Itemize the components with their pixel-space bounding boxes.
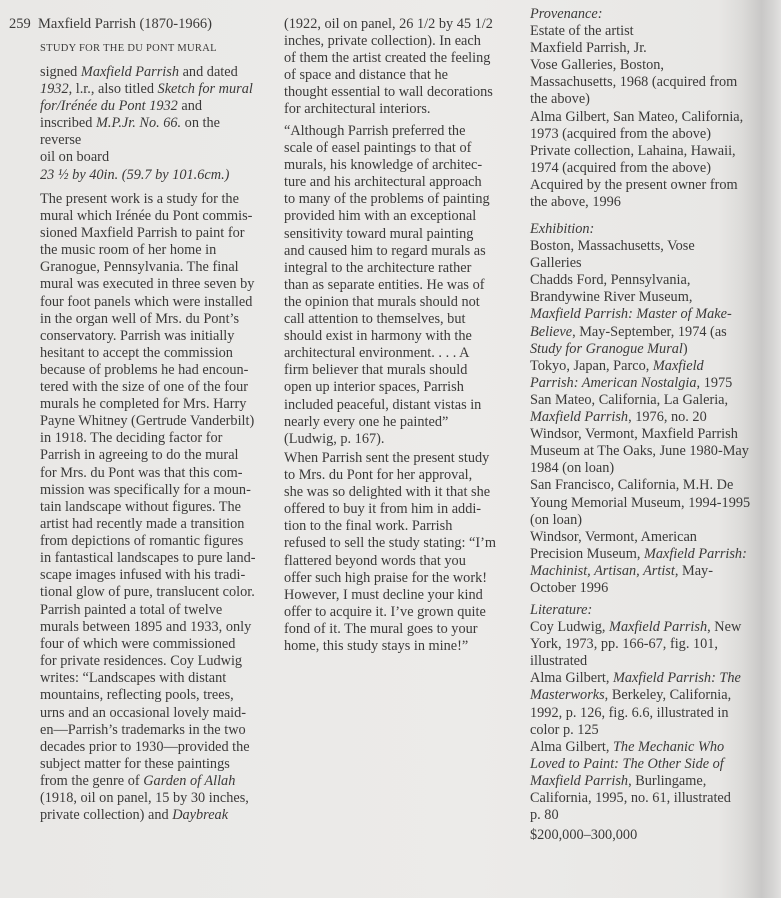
- text-line: [530, 563, 750, 580]
- text-line: [40, 98, 253, 115]
- text: home, this study stays in mine!”: [284, 638, 469, 655]
- text: the music room of her home in: [40, 242, 217, 259]
- text: Parrish painted a total of twelve: [40, 602, 223, 618]
- text: Tokyo, Japan, Parco,: [530, 357, 653, 374]
- text-line: [284, 67, 493, 84]
- italic-text: Maxfield Parrish:: [643, 545, 747, 562]
- text-line: [530, 705, 741, 722]
- text-line: [530, 272, 750, 289]
- italic-text: Parrish: American Nostalgia: [530, 374, 697, 391]
- text-line: [284, 294, 490, 311]
- italic-text: Study for Granogue Mural: [530, 340, 683, 357]
- text: conservatory. Parrish was initially: [40, 327, 235, 344]
- text: murals he completed for Mrs. Harry: [40, 396, 247, 413]
- text: When Parrish sent the present study: [284, 450, 490, 466]
- text: , May-September, 1974 (as: [572, 323, 727, 340]
- text: of them the artist created the feeling: [284, 50, 491, 67]
- text-line: [40, 115, 253, 132]
- text-line: [284, 101, 493, 118]
- text: firm believer that murals should: [284, 362, 468, 379]
- text: Maxfield Parrish, Jr.: [530, 40, 647, 57]
- text: and caused him to regard murals as: [284, 242, 486, 259]
- text: California, 1995, no. 61, illustrated: [530, 790, 731, 807]
- text-line: [40, 345, 256, 362]
- italic-text: Maxfield: [652, 357, 704, 374]
- text-line: [530, 722, 741, 739]
- essay-paragraph: [284, 450, 496, 655]
- text: of space and distance that he: [284, 67, 448, 84]
- text-line: [40, 670, 251, 687]
- text-line: [530, 546, 750, 563]
- text: San Francisco, California, M.H. De: [530, 477, 734, 494]
- italic-text: Maxfield Parrish: [530, 409, 629, 426]
- text: offer to acquire it. I’ve grown quite: [284, 603, 486, 620]
- text: scape images infused with his tradi-: [40, 567, 246, 584]
- text: for private residences. Coy Ludwig: [40, 653, 243, 670]
- text: “Although Parrish preferred the: [284, 123, 466, 139]
- text: color p. 125: [530, 721, 599, 738]
- text-line: [530, 392, 750, 409]
- text: to many of the problems of painting: [284, 191, 490, 208]
- italic-text: Maxfield Parrish: The: [612, 670, 741, 687]
- text-line: [40, 705, 251, 722]
- text-line: [40, 294, 256, 311]
- text-line: [530, 602, 741, 619]
- text-line: [530, 23, 743, 40]
- text: However, I must decline your kind: [284, 586, 483, 603]
- text: Granogue, Pennsylvania. The final: [40, 259, 239, 276]
- text-line: [40, 362, 256, 379]
- text-line: [530, 495, 750, 512]
- text: fond of it. The mural goes to your: [284, 620, 478, 637]
- text-line: [530, 790, 741, 807]
- text: Massachusetts, 1968 (acquired from: [530, 74, 738, 91]
- text: tional glow of pure, translucent color.: [40, 584, 255, 601]
- text: Young Memorial Museum, 1994-1995: [530, 494, 751, 511]
- text: tion to the final work. Parrish: [284, 518, 453, 535]
- text: mural which Irénée du Pont commis-: [40, 208, 253, 225]
- text-line: [40, 807, 251, 824]
- text: tain landscape without figures. The: [40, 498, 242, 515]
- text: Acquired by the present owner from: [530, 176, 738, 193]
- text: and: [177, 98, 203, 115]
- text: Private collection, Lahaina, Hawaii,: [530, 142, 736, 159]
- text: Precision Museum,: [530, 545, 644, 562]
- text: 1973 (acquired from the above): [530, 125, 712, 142]
- text-line: [284, 638, 496, 655]
- text: , May-: [674, 562, 713, 579]
- text-line: [40, 756, 251, 773]
- text-line: [284, 450, 496, 467]
- text-line: [40, 64, 253, 81]
- text: , Burlingame,: [628, 772, 707, 789]
- text-line: [284, 553, 496, 570]
- text: four foot panels which were installed: [40, 293, 253, 310]
- text-line: [40, 208, 256, 225]
- text: (on loan): [530, 511, 583, 528]
- text: 1974 (acquired from the above): [530, 159, 712, 176]
- text: offered to buy it from him in addi-: [284, 501, 482, 518]
- text: scale of easel paintings to that of: [284, 140, 472, 157]
- text: than as separate entities. He was of: [284, 276, 485, 293]
- text-line: [530, 126, 743, 143]
- text-line: [530, 358, 750, 375]
- text: murals between 1895 and 1933, only: [40, 619, 252, 636]
- essay-paragraph: [284, 16, 493, 119]
- text-line: [530, 306, 750, 323]
- text-line: [284, 587, 496, 604]
- text: reverse: [40, 132, 82, 149]
- text-line: [284, 328, 490, 345]
- text-line: [40, 790, 251, 807]
- text-line: [530, 57, 743, 74]
- italic-text: Literature:: [530, 602, 593, 618]
- italic-text: Machinist, Artisan, Artist: [530, 562, 675, 579]
- text-line: [40, 567, 256, 584]
- text-line: [40, 396, 256, 413]
- text: artist had recently made a transition: [40, 515, 245, 532]
- text-line: [284, 484, 496, 501]
- text: Chadds Ford, Pennsylvania,: [530, 272, 691, 289]
- italic-text: 23 ½ by 40in. (59.7 by 101.6cm.): [40, 166, 230, 183]
- text: flattered beyond words that you: [284, 552, 466, 569]
- text: murals, his knowledge of architec-: [284, 157, 483, 174]
- text: writes: “Landscapes with distant: [40, 670, 227, 687]
- text-line: [284, 33, 493, 50]
- essay-quote: [284, 123, 490, 448]
- text: The present work is a study for the: [40, 191, 239, 207]
- text-line: [530, 409, 750, 426]
- italic-text: Maxfield Parrish: Master of Make-: [530, 306, 732, 323]
- text: subject matter for these paintings: [40, 755, 230, 772]
- text: October 1996: [530, 579, 609, 596]
- text: (1922, oil on panel, 26 1/2 by 45 1/2: [284, 16, 493, 32]
- text: the above, 1996: [530, 194, 621, 211]
- text-line: [284, 518, 496, 535]
- text: San Mateo, California, La Galeria,: [530, 391, 729, 408]
- text-line: [284, 140, 490, 157]
- text-line: [530, 109, 743, 126]
- text: Alma Gilbert,: [530, 670, 613, 687]
- text-line: [530, 773, 741, 790]
- text: Boston, Massachusetts, Vose: [530, 238, 695, 255]
- italic-text: Maxfield Parrish: [80, 64, 179, 80]
- text: to Mrs. du Pont for her approval,: [284, 467, 473, 484]
- text: the above): [530, 91, 590, 108]
- text-line: [40, 653, 251, 670]
- text-line: [40, 242, 256, 259]
- text-line: [40, 311, 256, 328]
- italic-text: Loved to Paint: The Other Side of: [530, 755, 724, 772]
- text: Brandywine River Museum,: [530, 289, 693, 306]
- text: in the organ well of Mrs. du Pont’s: [40, 310, 240, 327]
- text-line: [40, 259, 256, 276]
- text-line: [530, 194, 743, 211]
- text-line: [40, 722, 251, 739]
- essay-paragraph: [40, 191, 256, 601]
- text: Alma Gilbert, San Mateo, California,: [530, 108, 744, 125]
- text: mural was executed in three seven by: [40, 276, 255, 293]
- text: , New: [707, 619, 742, 636]
- text-line: [530, 177, 743, 194]
- text-line: [284, 501, 496, 518]
- italic-text: for/Irénée du Pont 1932: [40, 98, 178, 115]
- text-line: [530, 74, 743, 91]
- text: from depictions of romantic figures: [40, 532, 244, 549]
- literature-section: [530, 602, 741, 824]
- text-line: [40, 773, 251, 790]
- text-line: [40, 413, 256, 430]
- text: in 1918. The deciding factor for: [40, 430, 223, 447]
- text: signed: [40, 64, 81, 80]
- text: nearly every one he painted”: [284, 413, 449, 430]
- text: , l.r., also titled: [68, 81, 158, 98]
- text-line: [40, 499, 256, 516]
- text: included peaceful, distant vistas in: [284, 396, 482, 413]
- text-line: [530, 756, 741, 773]
- text-line: [40, 276, 256, 293]
- text-line: [40, 167, 253, 184]
- text-line: [40, 687, 251, 704]
- text-line: [284, 431, 490, 448]
- text-line: [284, 397, 490, 414]
- text-line: [530, 460, 750, 477]
- text: thought essential to wall decorations: [284, 84, 493, 101]
- text: call attention to themselves, but: [284, 311, 466, 328]
- text: , 1976, no. 20: [628, 409, 707, 426]
- text: Payne Whitney (Gertrude Vanderbilt): [40, 413, 255, 430]
- text-line: [530, 443, 750, 460]
- italic-text: M.P.Jr. No. 66.: [95, 115, 182, 132]
- text-line: [284, 621, 496, 638]
- work-title: STUDY FOR THE DU PONT MURAL: [40, 43, 217, 54]
- text: 1984 (on loan): [530, 460, 615, 477]
- text-line: [284, 414, 490, 431]
- text-line: [284, 208, 490, 225]
- text: offer such high praise for the work!: [284, 569, 488, 586]
- provenance-section: [530, 6, 743, 211]
- text: hesitant to accept the commission: [40, 344, 233, 361]
- text: Windsor, Vermont, Maxfield Parrish: [530, 426, 738, 443]
- text: p. 80: [530, 807, 559, 824]
- italic-text: Sketch for mural: [157, 81, 253, 98]
- text-line: [284, 174, 490, 191]
- text-line: [40, 465, 256, 482]
- italic-text: Garden of Allah: [143, 772, 236, 789]
- text-line: [530, 653, 741, 670]
- text-line: [284, 123, 490, 140]
- text: Parrish in agreeing to do the mural: [40, 447, 239, 464]
- text-line: [284, 260, 490, 277]
- text-line: [530, 687, 741, 704]
- text: four of which were commissioned: [40, 636, 236, 653]
- text: oil on board: [40, 149, 110, 166]
- text-line: [284, 226, 490, 243]
- text-line: [530, 375, 750, 392]
- text-line: [40, 636, 251, 653]
- text: $200,000–300,000: [530, 827, 638, 843]
- text-line: [530, 529, 750, 546]
- text-line: [530, 324, 750, 341]
- text: architectural environment. . . . A: [284, 345, 470, 362]
- text: mountains, reflecting pools, trees,: [40, 687, 234, 704]
- text: (1918, oil on panel, 15 by 30 inches,: [40, 790, 249, 807]
- text-line: [530, 580, 750, 597]
- inscription-details: [40, 64, 253, 184]
- text-line: [40, 447, 256, 464]
- text-line: [530, 739, 741, 756]
- text-line: [284, 84, 493, 101]
- text-line: [40, 550, 256, 567]
- text: she was so delighted with it that she: [284, 484, 491, 501]
- italic-text: The Mechanic Who: [612, 738, 725, 755]
- text-line: [530, 289, 750, 306]
- italic-text: 1932: [40, 81, 69, 98]
- text: the opinion that murals should not: [284, 293, 480, 310]
- text: , Berkeley, California,: [604, 687, 732, 704]
- lot-number: 259: [9, 16, 31, 32]
- text: inches, private collection). In each: [284, 33, 481, 50]
- text: provided him with an exceptional: [284, 208, 477, 225]
- estimate: [530, 827, 637, 844]
- text: 1992, p. 126, fig. 6.6, illustrated in: [530, 704, 729, 721]
- text-line: [40, 516, 256, 533]
- text: urns and an occasional lovely maid-: [40, 704, 247, 721]
- text: Coy Ludwig,: [530, 619, 610, 636]
- text-line: [530, 827, 637, 844]
- text: illustrated: [530, 653, 588, 670]
- text-line: [40, 584, 256, 601]
- text: Museum at The Oaks, June 1980-May: [530, 443, 749, 460]
- text-line: [530, 6, 743, 23]
- essay-paragraph: [40, 602, 251, 824]
- text-line: [530, 238, 750, 255]
- text-line: [40, 533, 256, 550]
- text: should exist in harmony with the: [284, 328, 472, 345]
- text-line: [40, 430, 256, 447]
- text-line: [284, 16, 493, 33]
- text-line: [284, 362, 490, 379]
- italic-text: Maxfield Parrish: [609, 619, 708, 636]
- text-line: [284, 535, 496, 552]
- text: because of problems he had encoun-: [40, 361, 249, 378]
- text-line: [530, 40, 743, 57]
- text-line: [40, 225, 256, 242]
- text-line: [284, 157, 490, 174]
- text: for architectural interiors.: [284, 101, 431, 118]
- text: inscribed: [40, 115, 96, 132]
- text: and dated: [179, 64, 238, 80]
- text: refused to sell the study stating: “I’m: [284, 535, 497, 552]
- text: decades prior to 1930—provided the: [40, 738, 250, 755]
- text-line: [284, 50, 493, 67]
- artist-heading: Maxfield Parrish (1870-1966): [38, 16, 212, 32]
- italic-text: Daybreak: [172, 807, 229, 824]
- text: sensitivity toward mural painting: [284, 225, 474, 242]
- text: Estate of the artist: [530, 23, 634, 40]
- text-line: [284, 345, 490, 362]
- text-line: [530, 341, 750, 358]
- text-line: [530, 670, 741, 687]
- text: Windsor, Vermont, American: [530, 528, 697, 545]
- text-line: [530, 477, 750, 494]
- text: Galleries: [530, 255, 582, 272]
- text-line: [530, 255, 750, 272]
- text-line: [530, 636, 741, 653]
- text: ture and his architectural approach: [284, 174, 482, 191]
- text: open up interior spaces, Parrish: [284, 379, 464, 396]
- text-line: [530, 221, 750, 238]
- italic-text: Exhibition:: [530, 221, 595, 237]
- text: York, 1973, pp. 166-67, fig. 101,: [530, 636, 718, 653]
- text-line: [284, 191, 490, 208]
- text-line: [284, 570, 496, 587]
- text-line: [284, 243, 490, 260]
- italic-text: Maxfield Parrish: [530, 772, 629, 789]
- text: in fantastical landscapes to pure land-: [40, 549, 256, 566]
- text-line: [530, 619, 741, 636]
- text-line: [40, 191, 256, 208]
- text: , 1975: [696, 374, 733, 391]
- exhibition-section: [530, 221, 750, 597]
- text-line: [530, 807, 741, 824]
- text: en—Parrish’s trademarks in the two: [40, 721, 246, 738]
- text: sioned Maxfield Parrish to paint for: [40, 225, 245, 242]
- text-line: [40, 379, 256, 396]
- text: mission was specifically for a moun-: [40, 481, 251, 498]
- text-line: [530, 160, 743, 177]
- text: ): [682, 340, 688, 357]
- text: private collection) and: [40, 807, 173, 824]
- text: tered with the size of one of the four: [40, 379, 249, 396]
- text: on the: [181, 115, 221, 132]
- text: integral to the architecture rather: [284, 259, 472, 276]
- text: Alma Gilbert,: [530, 738, 613, 755]
- text: for Mrs. du Pont was that this com-: [40, 464, 243, 481]
- text-line: [40, 328, 256, 345]
- italic-text: Masterworks: [530, 687, 605, 704]
- italic-text: Provenance:: [530, 6, 603, 22]
- text-line: [284, 311, 490, 328]
- text-line: [40, 739, 251, 756]
- italic-text: Believe: [530, 323, 573, 340]
- text-line: [40, 81, 253, 98]
- text-line: [40, 602, 251, 619]
- text: from the genre of: [40, 772, 144, 789]
- text-line: [530, 143, 743, 160]
- text-line: [40, 149, 253, 166]
- text-line: [530, 91, 743, 108]
- text-line: [284, 277, 490, 294]
- text-line: [284, 467, 496, 484]
- text-line: [284, 604, 496, 621]
- text-line: [530, 512, 750, 529]
- text: Vose Galleries, Boston,: [530, 57, 664, 74]
- text: (Ludwig, p. 167).: [284, 430, 385, 447]
- text-line: [530, 426, 750, 443]
- text-line: [284, 379, 490, 396]
- text-line: [40, 482, 256, 499]
- text-line: [40, 619, 251, 636]
- text-line: [40, 132, 253, 149]
